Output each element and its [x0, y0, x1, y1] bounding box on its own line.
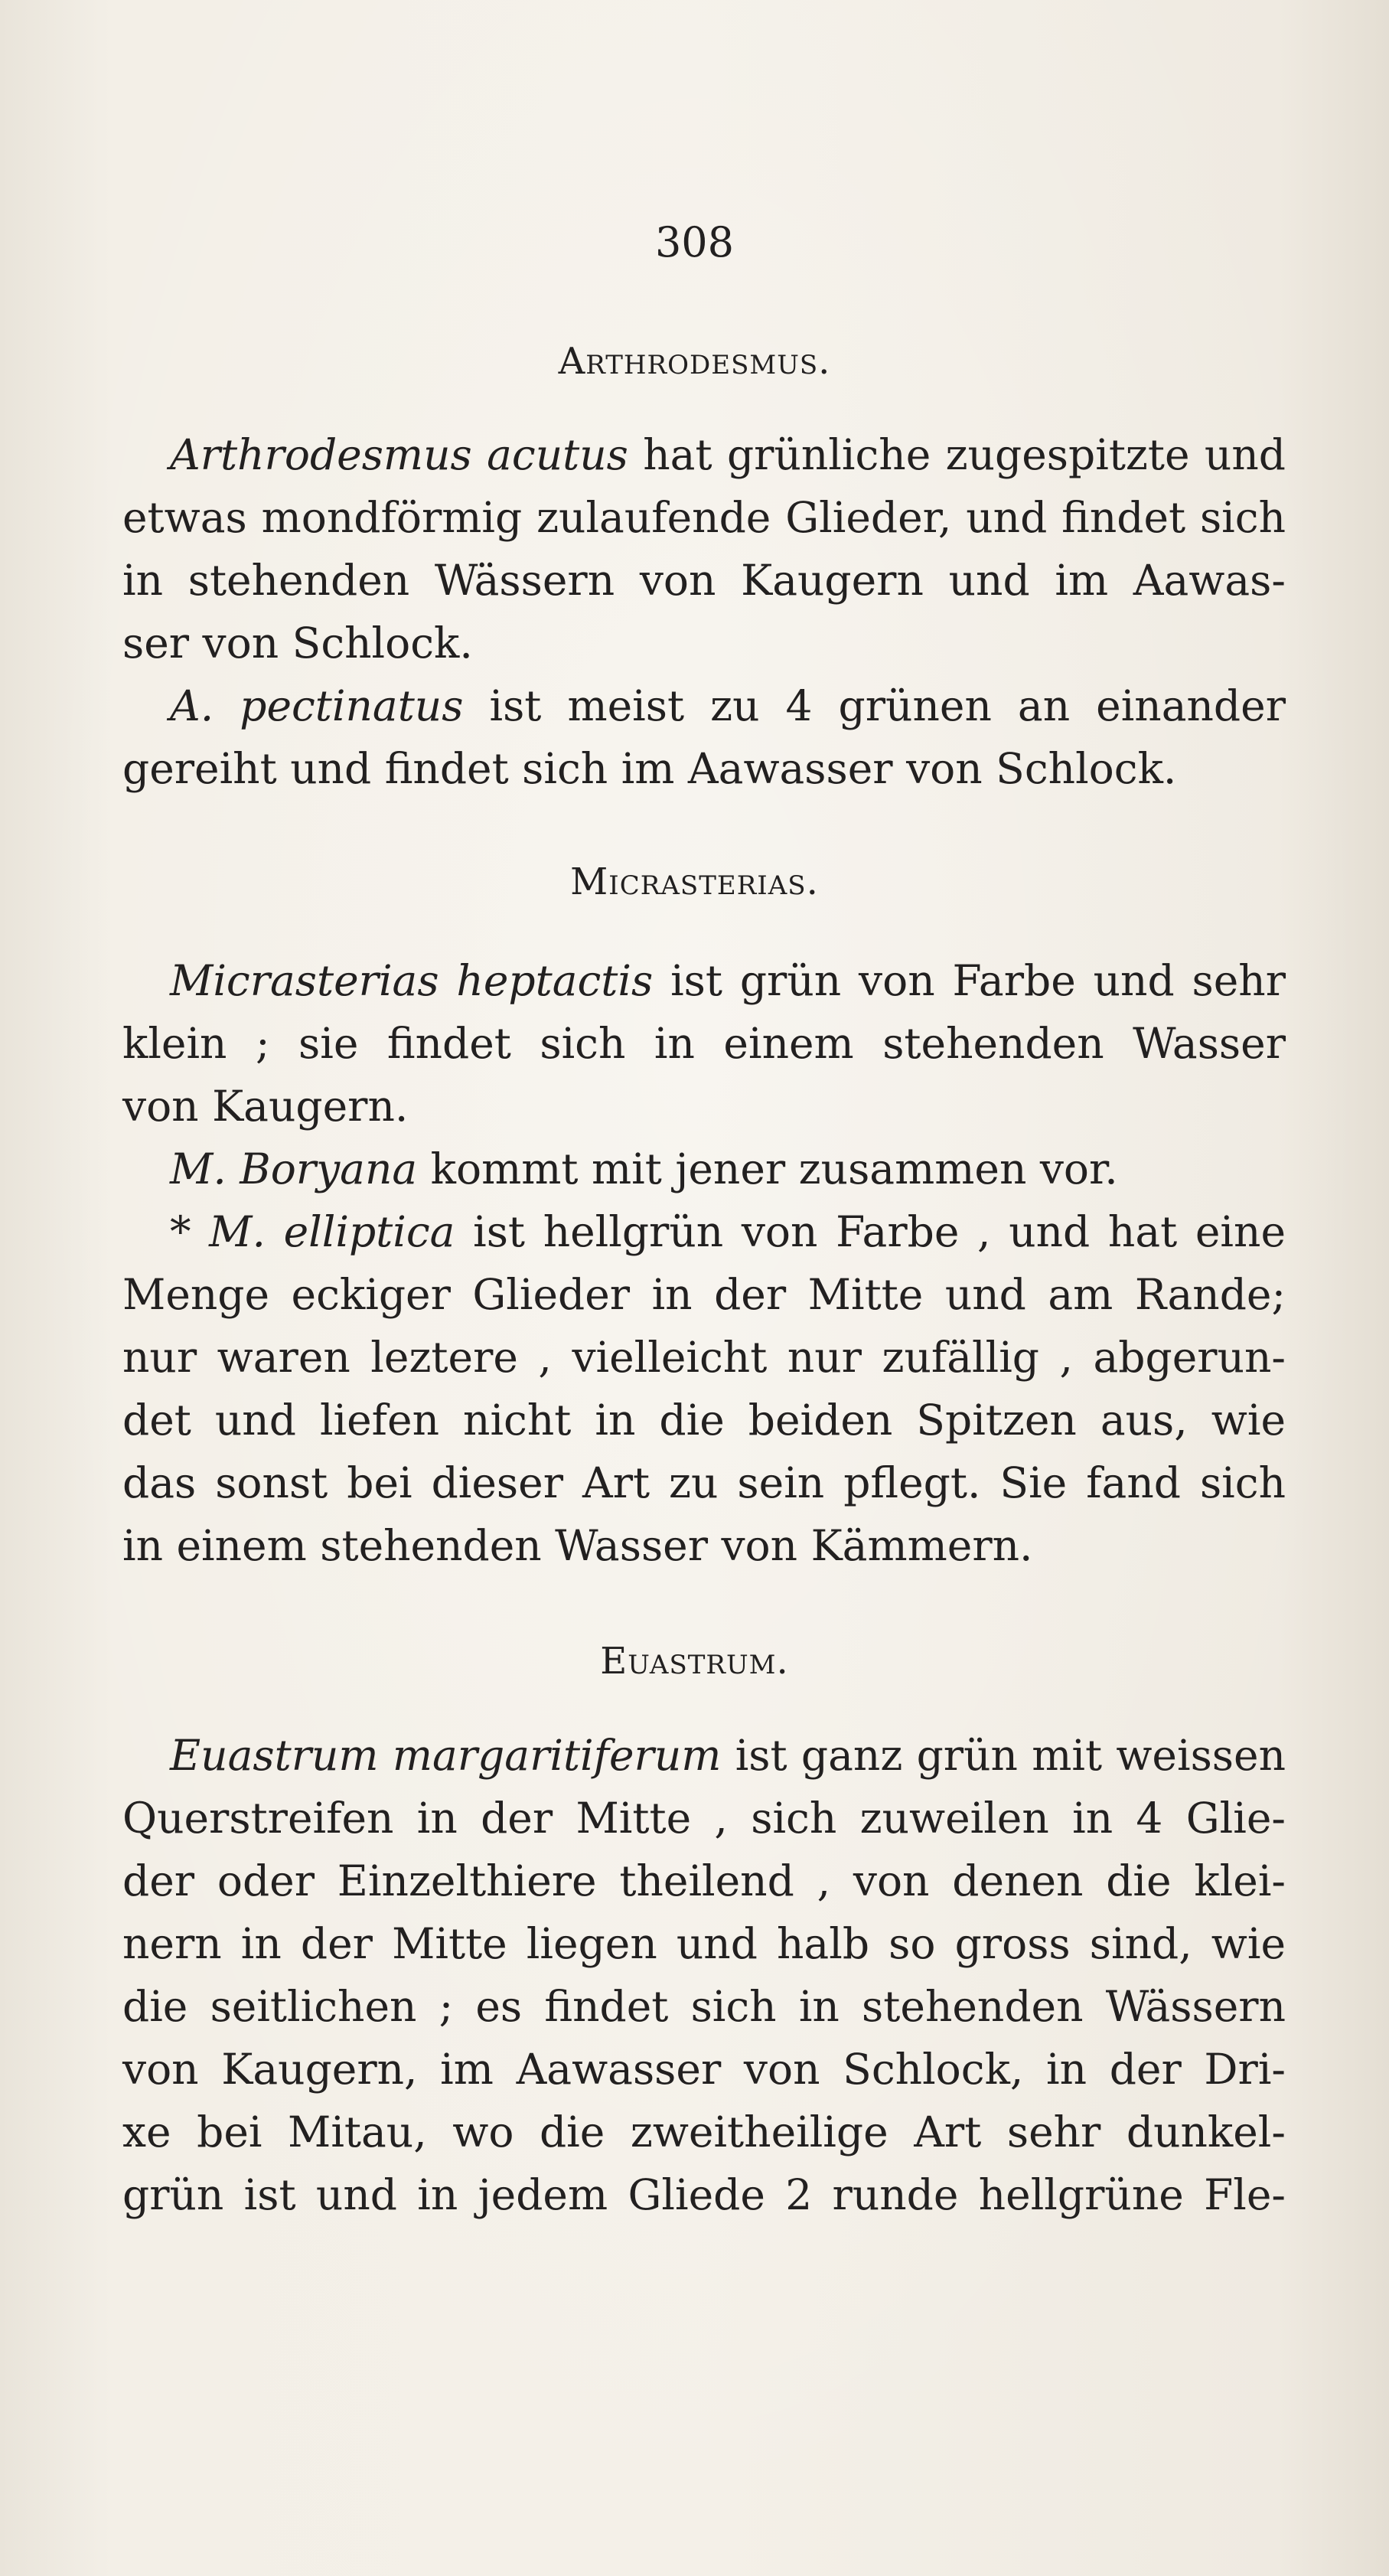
section-heading-arthrodesmus: Arthrodesmus. [558, 340, 831, 383]
section-heading-micrasterias: Micrasterias. [570, 860, 819, 903]
species-name: Micrasterias heptactis [170, 956, 654, 1005]
text-line: Menge eckiger Glieder in der Mitte und am Rande; [122, 1270, 1286, 1319]
paragraph-a-pectinatus [122, 674, 1286, 800]
paragraph-arthrodesmus-acutus [122, 423, 1286, 674]
page-number: 308 [654, 218, 735, 266]
paragraph-euastrum-margaritiferum [122, 1724, 1286, 2226]
text-line: Euastrum margaritiferum ist ganz grün mit weissen [170, 1731, 1286, 1780]
text-line: nern in der Mitte liegen und halb so gross sind, wie [122, 1919, 1286, 1968]
paragraph-m-boryana [122, 1138, 1286, 1200]
text-line: von Kaugern, im Aawasser von Schlock, in der Dri- [122, 2045, 1286, 2094]
text-line: Arthrodesmus acutus hat grünliche zugespitzte und [170, 430, 1286, 479]
text-line: der oder Einzelthiere theilend , von denen die klei- [122, 1856, 1286, 1905]
text-line: Micrasterias heptactis ist grün von Farbe und sehr [170, 956, 1286, 1005]
text-line: die seitlichen ; es findet sich in stehenden Wässern [122, 1982, 1286, 2031]
species-name: A. pectinatus [170, 681, 464, 730]
text-line: ser von Schlock. [122, 619, 473, 668]
text-line: etwas mondförmig zulaufende Glieder, und findet sich [122, 493, 1286, 542]
species-name: M. elliptica [209, 1207, 455, 1256]
text-line: nur waren leztere , vielleicht nur zufällig , abgerun- [122, 1333, 1286, 1382]
section-heading-euastrum: Euastrum. [600, 1640, 789, 1683]
text-line: Querstreifen in der Mitte , sich zuweilen in 4 Glie- [122, 1794, 1286, 1843]
text-line: * M. elliptica ist hellgrün von Farbe , und hat eine [170, 1207, 1286, 1256]
text-line: grün ist und in jedem Gliede 2 runde hellgrüne Fle- [122, 2170, 1286, 2219]
text-line: von Kaugern. [122, 1082, 409, 1131]
paragraph-m-elliptica [122, 1200, 1286, 1577]
species-name: Euastrum margaritiferum [170, 1731, 722, 1780]
text-line: det und liefen nicht in die beiden Spitzen aus, wie [122, 1396, 1286, 1445]
text-line: in einem stehenden Wasser von Kämmern. [122, 1521, 1033, 1570]
text-line: in stehenden Wässern von Kaugern und im Aawas- [122, 556, 1286, 605]
species-name: Arthrodesmus acutus [170, 430, 628, 479]
text-line: M. Boryana kommt mit jener zusammen vor. [170, 1144, 1118, 1193]
text-line: A. pectinatus ist meist zu 4 grünen an einander [170, 681, 1286, 730]
paragraph-micrasterias-heptactis [122, 949, 1286, 1138]
text-line: das sonst bei dieser Art zu sein pflegt. Sie fand sich [122, 1458, 1286, 1507]
text-line: klein ; sie findet sich in einem stehenden Wasser [122, 1019, 1286, 1068]
text-line: xe bei Mitau, wo die zweitheilige Art sehr dunkel- [122, 2107, 1286, 2156]
species-name: M. Boryana [170, 1144, 418, 1193]
text-line: gereiht und findet sich im Aawasser von Schlock. [122, 744, 1177, 793]
